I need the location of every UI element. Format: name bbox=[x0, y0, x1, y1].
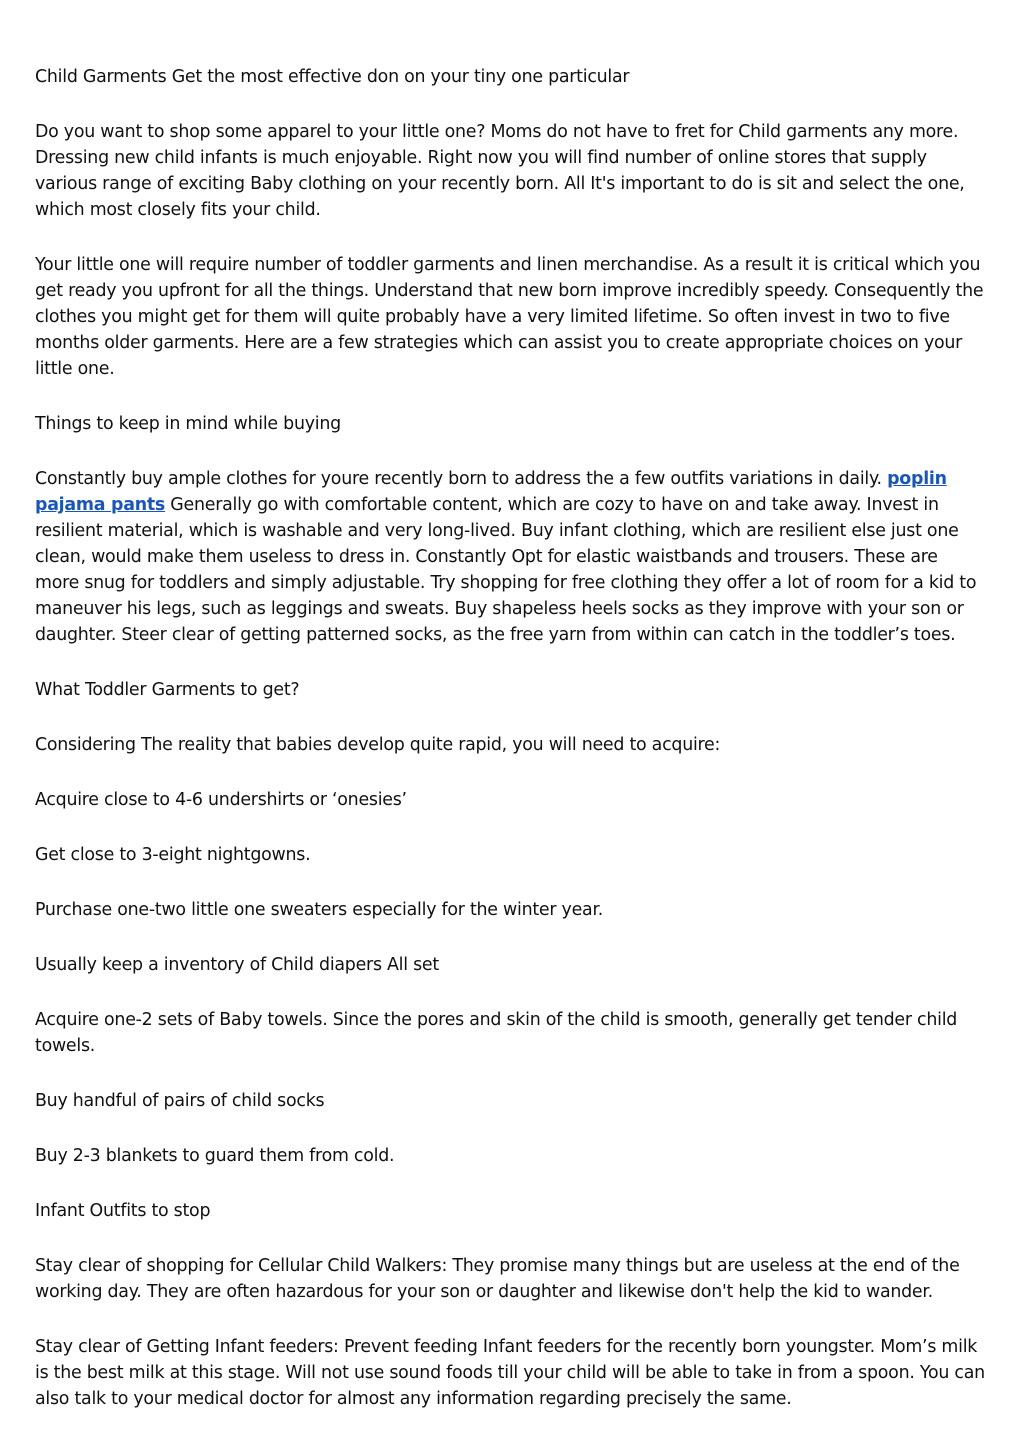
paragraph-3 bbox=[35, 466, 987, 648]
list-item: Buy handful of pairs of child socks bbox=[35, 1091, 325, 1111]
document-title: Child Garments Get the most effective don on your tiny one particular bbox=[35, 67, 630, 87]
list-item: Usually keep a inventory of Child diapers All set bbox=[35, 955, 439, 975]
heading-what-toddler-garments: What Toddler Garments to get? bbox=[35, 680, 300, 700]
poplin-pajama-pants-link[interactable]: poplin pajama pants bbox=[35, 469, 947, 515]
paragraph-6: Stay clear of Getting Infant feeders: Prevent feeding Infant feeders for the recently born youngster. Mom’s milk is the best milk at this stage. Will not use sound foods till your child will be able to take in from a spoon. You can also talk to your medical doctor for almost any information regarding precisely the same. bbox=[35, 1337, 985, 1409]
heading-infant-outfits-to-stop: Infant Outfits to stop bbox=[35, 1201, 211, 1221]
paragraph-3-start: Constantly buy ample clothes for youre recently born to address the a few outfits variations in daily. bbox=[35, 469, 888, 489]
list-item: Buy 2-3 blankets to guard them from cold. bbox=[35, 1146, 395, 1166]
intro-paragraph: Do you want to shop some apparel to your little one? Moms do not have to fret for Child garments any more. Dressing new child infants is much enjoyable. Right now you will find number of online stores that supply various range of exciting Baby clothing on your recently born. All It's important to do is sit and select the one, which most closely fits your child. bbox=[35, 122, 965, 220]
list-item: Get close to 3-eight nightgowns. bbox=[35, 845, 311, 865]
heading-things-to-keep-in-mind: Things to keep in mind while buying bbox=[35, 414, 341, 434]
list-item: Acquire close to 4-6 undershirts or ‘onesies’ bbox=[35, 790, 407, 810]
paragraph-5: Stay clear of shopping for Cellular Child Walkers: They promise many things but are useless at the end of the working day. They are often hazardous for your son or daughter and likewise don't help the kid to wander. bbox=[35, 1256, 960, 1302]
document-page bbox=[35, 64, 987, 1441]
paragraph-3-end: Generally go with comfortable content, which are cozy to have on and take away. Invest in resilient material, which is washable and very long-lived. Buy infant clothing, which are resilient else just one clean, would make them useless to dress in. Constantly Opt for elastic waistbands and trousers. These are more snug for toddlers and simply adjustable. Try shopping for free clothing they offer a lot of room for a kid to maneuver his legs, such as leggings and sweats. Buy shapeless heels socks as they improve with your son or daughter. Steer clear of getting patterned socks, as the free yarn from within can catch in the toddler’s toes. bbox=[35, 495, 977, 645]
list-item: Purchase one-two little one sweaters especially for the winter year. bbox=[35, 900, 604, 920]
list-item: Acquire one-2 sets of Baby towels. Since the pores and skin of the child is smooth, generally get tender child towels. bbox=[35, 1010, 958, 1056]
paragraph-4: Considering The reality that babies develop quite rapid, you will need to acquire: bbox=[35, 735, 721, 755]
paragraph-2: Your little one will require number of toddler garments and linen merchandise. As a result it is critical which you get ready you upfront for all the things. Understand that new born improve incredibly speedy. Consequently the clothes you might get for them will quite probably have a very limited lifetime. So often invest in two to five months older garments. Here are a few strategies which can assist you to create appropriate choices on your little one. bbox=[35, 255, 984, 379]
